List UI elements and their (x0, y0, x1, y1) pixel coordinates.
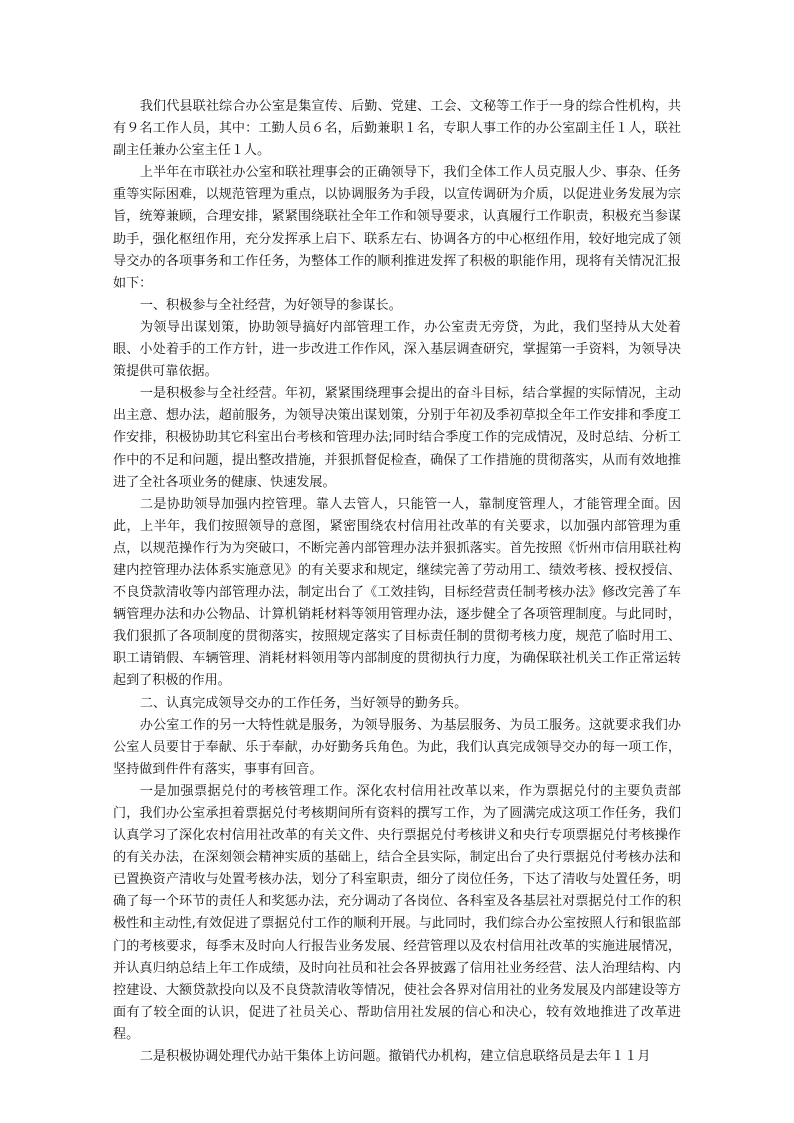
paragraph-section2-point2: 二是积极协调处理代办站干集体上访问题。撤销代办机构，建立信息联络员是去年１１月 (139, 1049, 651, 1065)
paragraph-intro: 我们代县联社综合办公室是集宣传、后勤、党建、工会、文秘等工作于一身的综合性机构，共有９名工作人员，其中：工勤人员６名，后勤兼职１名，专职人事工作的办公室副主任１人，联社副主任兼办公室主任１人。 (113, 99, 681, 159)
paragraph-section2-point1: 一是加强票据兑付的考核管理工作。深化农村信用社改革以来，作为票据兑付的主要负责部门，我们办公室承担着票据兑付考核期间所有资料的撰写工作，为了圆满完成这项工作任务，我们认真学习了深化农村信用社改革的有关文件、央行票据兑付考核讲义和央行专项票据兑付考核操作的有关办法，在深刻领会精神实质的基础上，结合全县实际，制定出台了央行票据兑付考核办法和已置换资产清收与处置考核办法，划分了科室职责，细分了岗位任务，下达了清收与处置任务，明确了每一个环节的责任人和奖惩办法，充分调动了各岗位、各科室及各基层社对票据兑付工作的积极性和主动性,有效促进了票据兑付工作的顺利开展。与此同时，我们综合办公室按照人行和银监部门的考核要求，每季末及时向人行报告业务发展、经营管理以及农村信用社改革的实施进展情况，并认真归纳总结上年工作成绩，及时向社员和社会各界披露了信用社业务经营、法人治理结构、内控建设、大额贷款投向以及不良贷款清收等情况，使社会各界对信用社的业务发展及内部建设等方面有了较全面的认识，促进了社员关心、帮助信用社发展的信心和决心，较有效地推进了改革进程。 (113, 783, 681, 1042)
document-body (113, 96, 681, 1068)
paragraph-overview: 上半年在市联社办公室和联社理事会的正确领导下，我们全体工作人员克服人少、事杂、任务重等实际困难，以规范管理为重点，以协调服务为手段，以宣传调研为介质，以促进业务发展为宗旨，统筹兼顾，合理安排，紧紧围绕联社全年工作和领导要求，认真履行工作职责，积极充当参谋助手，强化枢纽作用，充分发挥承上启下、联系左右、协调各方的中心枢纽作用，较好地完成了领导交办的各项事务和工作任务，为整体工作的顺利推进发挥了积极的职能作用，现将有关情况汇报如下： (113, 165, 681, 291)
paragraph-section1-point1: 一是积极参与全社经营。年初，紧紧围绕理事会提出的奋斗目标，结合掌握的实际情况，主动出主意、想办法，超前服务，为领导决策出谋划策，分别于年初及季初草拟全年工作安排和季度工作安排，积极协助其它科室出台考核和管理办法;同时结合季度工作的完成情况，及时总结、分析工作中的不足和问题，提出整改措施，并狠抓督促检查，确保了工作措施的贯彻落实，从而有效地推进了全社各项业务的健康、快速发展。 (113, 386, 681, 490)
section-heading-2: 二、认真完成领导交办的工作任务，当好领导的勤务兵。 (139, 695, 468, 711)
paragraph-section2-intro: 办公室工作的另一大特性就是服务，为领导服务、为基层服务、为员工服务。这就要求我们办公室人员要甘于奉献、乐于奉献，办好勤务兵角色。为此，我们认真完成领导交办的每一项工作，坚持做到件件有落实，事事有回音。 (113, 717, 681, 777)
paragraph-section1-point2: 二是协助领导加强内控管理。靠人去管人，只能管一人，靠制度管理人，才能管理全面。因此，上半年，我们按照领导的意图，紧密围绕农村信用社改革的有关要求，以加强内部管理为重点，以规范操作行为为突破口，不断完善内部管理办法并狠抓落实。首先按照《忻州市信用联社构建内控管理办法体系实施意见》的有关要求和规定，继续完善了劳动用工、绩效考核、授权授信、不良贷款清收等内部管理办法，制定出台了《工效挂钩，目标经营责任制考核办法》修改完善了车辆管理办法和办公物品、计算机销耗材料等领用管理办法，逐步健全了各项管理制度。与此同时，我们狠抓了各项制度的贯彻落实，按照规定落实了目标责任制的贯彻考核力度，规范了临时用工、职工请销假、车辆管理、消耗材料领用等内部制度的贯彻执行力度，为确保联社机关工作正常运转起到了积极的作用。 (113, 496, 681, 689)
paragraph-section1-intro: 为领导出谋划策，协助领导搞好内部管理工作，办公室责无旁贷，为此，我们坚持从大处着眼、小处着手的工作方针，进一步改进工作作风，深入基层调查研究，掌握第一手资料，为领导决策提供可靠依据。 (113, 319, 681, 380)
section-heading-1: 一、积极参与全社经营，为好领导的参谋长。 (139, 297, 402, 313)
